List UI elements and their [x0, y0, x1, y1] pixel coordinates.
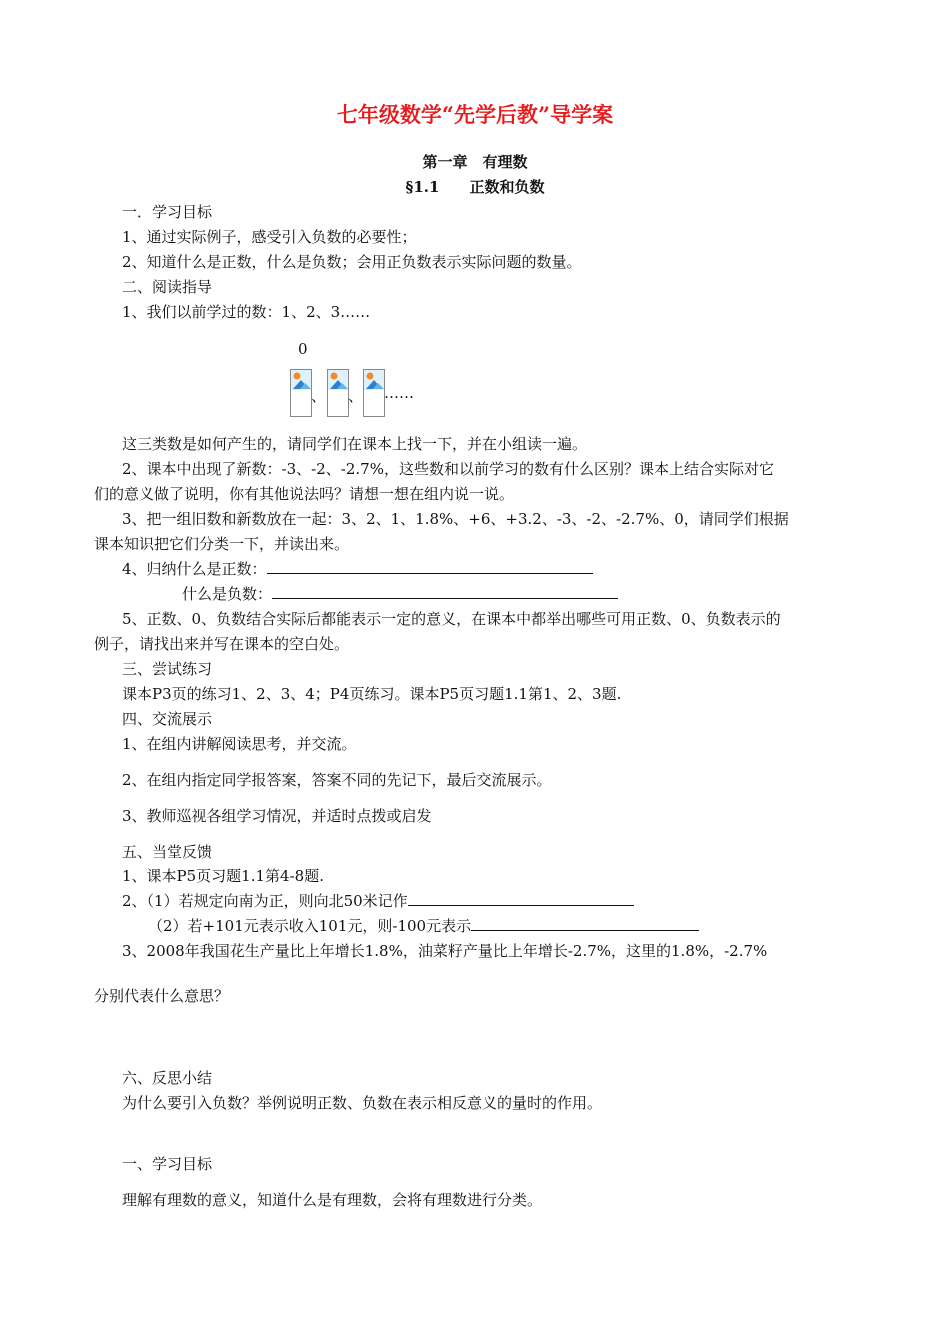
feedback-question-2b: （2）若+101元表示收入101元，则-100元表示	[148, 917, 472, 935]
reading-line-3a: 3、把一组旧数和新数放在一起：3、2、1、1.8%、+6、+3.2、-3、-2、-2.7%、0，请同学们根据	[122, 510, 789, 528]
goal2-line-1: 理解有理数的意义，知道什么是有理数，会将有理数进行分类。	[122, 1191, 543, 1209]
feedback-question-2a: 2、（1）若规定向南为正，则向北50米记作	[122, 892, 408, 910]
document-title: 七年级数学“先学后教”导学案	[336, 102, 614, 127]
image-placeholder-1	[290, 369, 312, 417]
reading-line-5a: 5、正数、0、负数结合实际后都能表示一定的意义，在课本中都举出哪些可用正数、0、负数表示的	[122, 610, 781, 628]
separator-comma-1: 、	[311, 387, 327, 405]
heading-reflection: 六、反思小结	[122, 1069, 213, 1087]
positive-answer-blank[interactable]	[267, 559, 593, 574]
exchange-line-1: 1、在组内讲解阅读思考，并交流。	[122, 735, 357, 753]
practice-line-1: 课本P3页的练习1、2、3、4；P4页练习。课本P5页习题1.1第1、2、3题.	[122, 685, 622, 703]
reading-line-4b	[182, 584, 618, 604]
heading-exchange: 四、交流展示	[122, 710, 213, 728]
exchange-line-2: 2、在组内指定同学报答案，答案不同的先记下，最后交流展示。	[122, 771, 552, 789]
expense-answer-blank[interactable]	[471, 916, 699, 931]
goal-line-2: 2、知道什么是正数，什么是负数；会用正负数表示实际问题的数量。	[122, 253, 582, 271]
reading-line-3b: 课本知识把它们分类一下，并读出来。	[94, 535, 350, 553]
ellipsis: ……	[384, 384, 414, 402]
feedback-line-2b	[148, 916, 699, 936]
negative-answer-blank[interactable]	[272, 584, 618, 599]
zero-label: 0	[298, 340, 308, 358]
separator-comma-2: 、	[348, 387, 364, 405]
goal-line-1: 1、通过实际例子，感受引入负数的必要性；	[122, 228, 417, 246]
reading-line-2a: 2、课本中出现了新数：-3、-2、-2.7%，这些数和以前学习的数有什么区别？课本上结合实际对它	[122, 460, 774, 478]
reading-line-1: 1、我们以前学过的数：1、2、3……	[122, 303, 371, 321]
section-heading-1-1: §1.1 正数和负数	[405, 178, 545, 196]
heading-feedback: 五、当堂反馈	[122, 843, 213, 861]
heading-learning-goals: 一．学习目标	[122, 203, 213, 221]
north-answer-blank[interactable]	[408, 891, 634, 906]
heading-practice: 三、尝试练习	[122, 660, 213, 678]
image-placeholder-icon	[328, 370, 348, 390]
feedback-line-2a	[122, 891, 634, 911]
reading-line-4a	[122, 559, 593, 579]
reflection-line-1: 为什么要引入负数？举例说明正数、负数在表示相反意义的量时的作用。	[122, 1094, 603, 1112]
reading-line-5b: 例子，请找出来并写在课本的空白处。	[94, 635, 350, 653]
reading-line-2b: 们的意义做了说明，你有其他说法吗？请想一想在组内说一说。	[94, 485, 515, 503]
chapter-heading: 第一章 有理数	[422, 153, 528, 171]
image-placeholder-3	[363, 369, 385, 417]
negative-number-prompt: 什么是负数：	[182, 585, 273, 603]
image-placeholder-2	[327, 369, 349, 417]
heading-reading-guide: 二、阅读指导	[122, 278, 213, 296]
reading-line-1b: 这三类数是如何产生的，请同学们在课本上找一下，并在小组读一遍。	[122, 435, 588, 453]
feedback-line-3a: 3、2008年我国花生产量比上年增长1.8%，油菜籽产量比上年增长-2.7%，这里的1.8%，-2.7%	[122, 942, 768, 960]
heading-learning-goals-2: 一、学习目标	[122, 1155, 213, 1173]
exchange-line-3: 3、教师巡视各组学习情况，并适时点拨或启发	[122, 807, 432, 825]
feedback-line-3b: 分别代表什么意思？	[94, 987, 230, 1005]
image-placeholder-icon	[291, 370, 311, 390]
positive-number-prompt: 4、归纳什么是正数：	[122, 560, 267, 578]
feedback-line-1: 1、课本P5页习题1.1第4-8题.	[122, 867, 324, 885]
image-placeholder-icon	[364, 370, 384, 390]
